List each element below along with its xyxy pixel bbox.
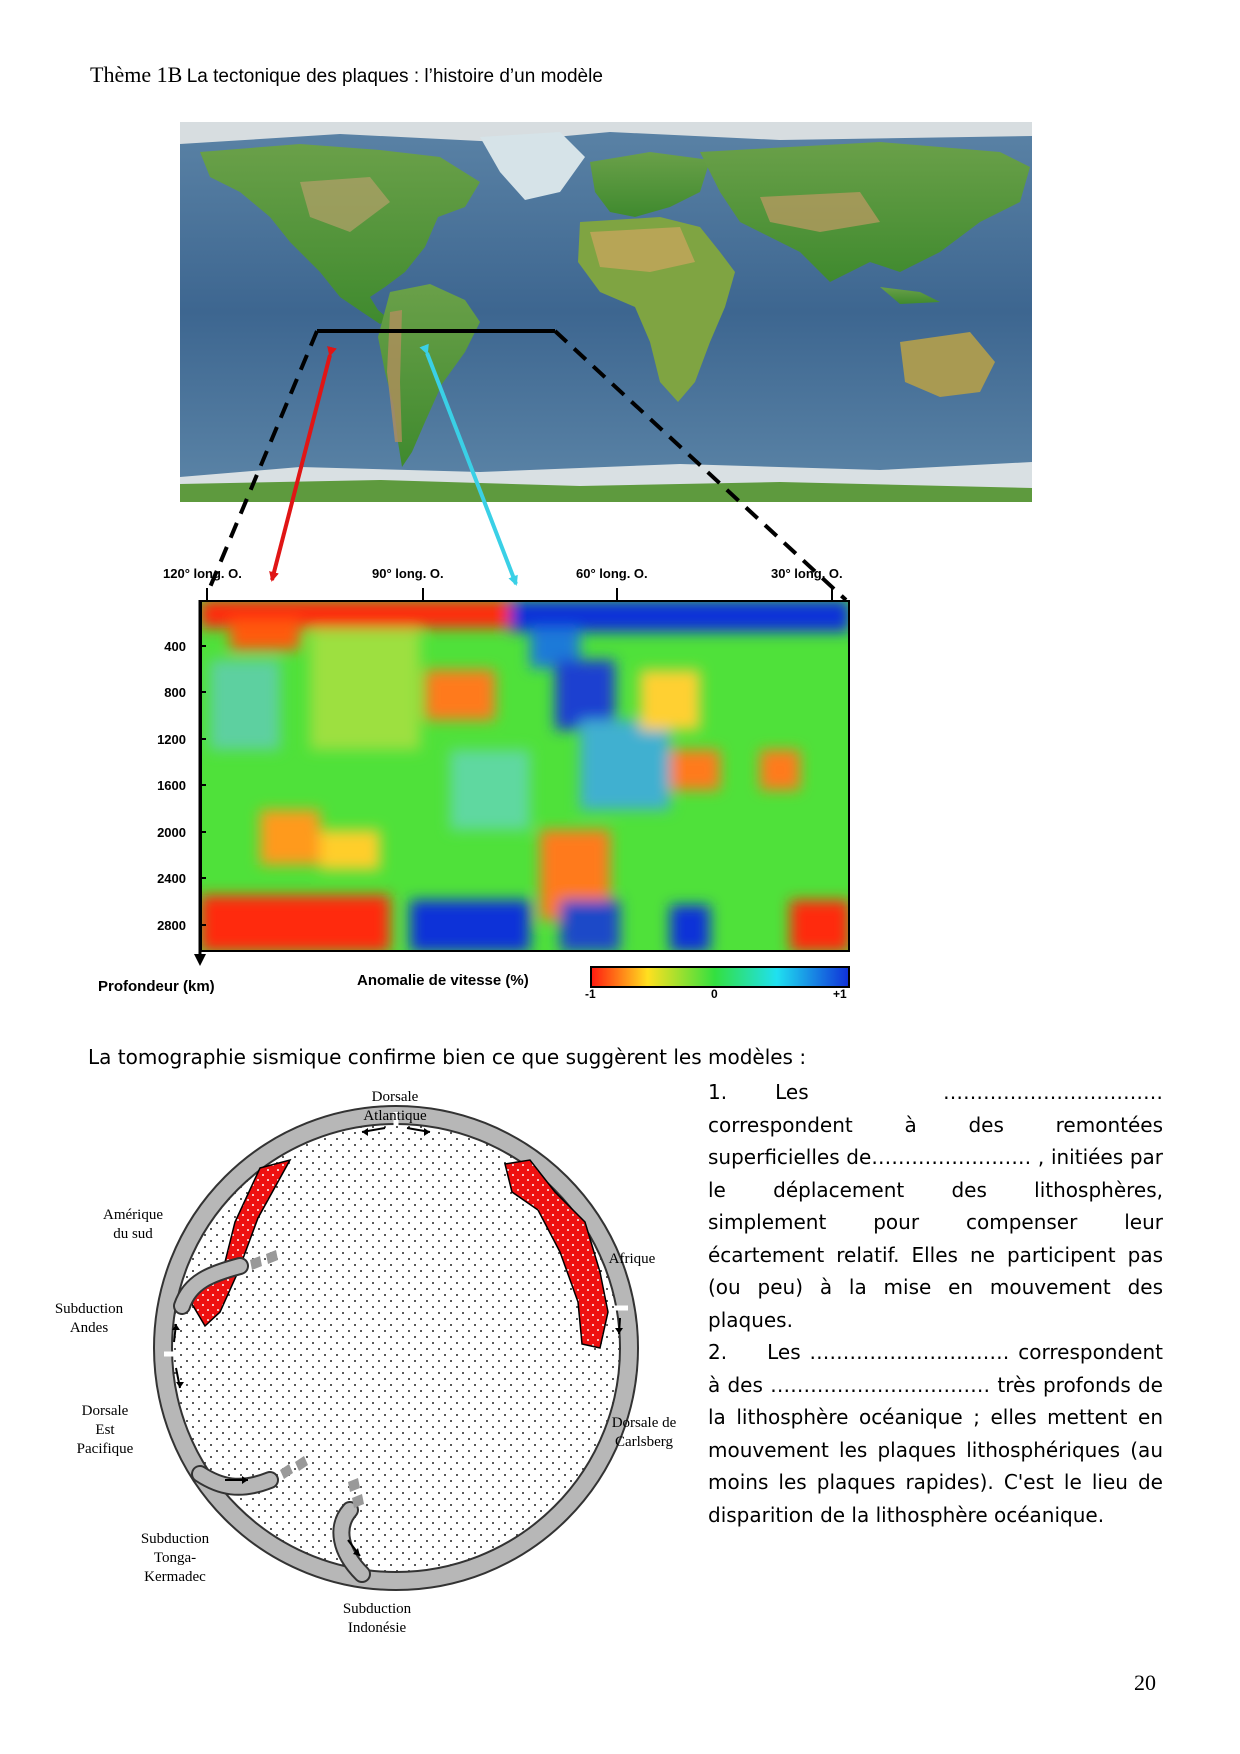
label-subduction-tonga: Subduction Tonga- Kermadec: [140, 1531, 210, 1585]
question-2: [708, 1336, 1163, 1531]
label-dorsale-carlsberg: Dorsale de Carlsberg: [611, 1415, 677, 1450]
depth-tick-1600: 1600: [157, 778, 186, 793]
question-1-number: 1.: [708, 1080, 728, 1104]
depth-axis: [190, 600, 210, 970]
mantle-convection-diagram: [130, 1112, 650, 1592]
page-number: 20: [1134, 1670, 1156, 1695]
longitude-ticks: [200, 586, 850, 602]
theme-title: La tectonique des plaques : l’histoire d’un modèle: [186, 66, 603, 87]
intro-sentence: La tomographie sismique confirme bien ce que suggèrent les modèles :: [88, 1045, 807, 1069]
longitude-label-90: 90° long. O.: [372, 566, 444, 581]
label-amerique-du-sud: Amérique du sud: [103, 1207, 163, 1242]
right-dashed-projection: [555, 331, 846, 600]
question-block: [708, 1076, 1163, 1531]
label-subduction-indonesie: Subduction Indonésie: [342, 1601, 412, 1636]
tomography-section: [200, 600, 850, 952]
longitude-label-120: 120° long. O.: [163, 566, 242, 581]
depth-tick-800: 800: [164, 685, 186, 700]
depth-tick-1200: 1200: [157, 732, 186, 747]
red-arrow: [272, 355, 330, 580]
question-1: [708, 1076, 1163, 1336]
label-dorsale-est-pacifique: Dorsale Est Pacifique: [76, 1403, 134, 1457]
legend-tick-0: 0: [711, 987, 718, 1001]
depth-tick-2400: 2400: [157, 871, 186, 886]
legend-tick-plus1: +1: [833, 987, 847, 1001]
label-subduction-andes: Subduction Andes: [54, 1301, 124, 1336]
depth-tick-400: 400: [164, 639, 186, 654]
velocity-color-scale: [590, 966, 850, 988]
label-afrique: Afrique: [608, 1251, 656, 1267]
question-2-text: Les ………………………… correspondent à des …………………………… très profonds de la lithosphère océanique ; elles mettent en mouvement les plaques lithosphériques (au moins les plaques rapides). C'est le lieu de disparition de la lithosphère océanique.: [708, 1340, 1163, 1527]
cyan-arrow: [427, 353, 516, 584]
question-1-text: Les …………………………… correspondent à des remontées superficielles de…………………… , initiées par le déplacement des lithosphères, simplement pour compenser leur écartement relatif. Elles ne participent pas (ou peu) à la mise en mouvement des plaques.: [708, 1080, 1163, 1332]
legend-label: Anomalie de vitesse (%): [357, 972, 529, 989]
longitude-label-60: 60° long. O.: [576, 566, 648, 581]
depth-tick-2000: 2000: [157, 825, 186, 840]
legend-tick-minus1: -1: [585, 987, 596, 1001]
label-dorsale-atlantique: Dorsale Atlantique: [363, 1089, 427, 1124]
question-2-number: 2.: [708, 1340, 728, 1364]
depth-axis-label: Profondeur (km): [98, 978, 215, 995]
depth-tick-2800: 2800: [157, 918, 186, 933]
theme-label: Thème 1B: [90, 62, 183, 87]
longitude-label-30: 30° long. O.: [771, 566, 843, 581]
